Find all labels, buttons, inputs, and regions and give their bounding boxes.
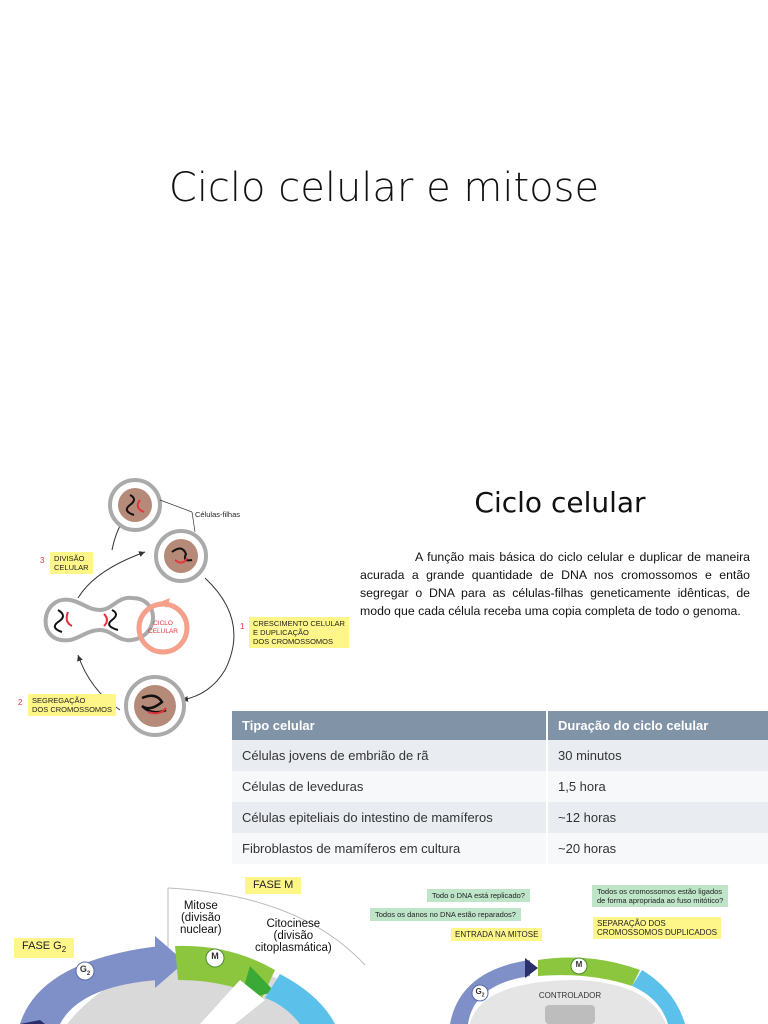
mitose-label <box>180 900 222 936</box>
cycle-description: A função mais básica do ciclo celular e duplicar de maneira acurada a grande quantidade de DNA nos cromossomos e então segregar o DNA para as células-filhas geneticamente idênticas, de modo que cada célula receba uma copia completa de todo o genoma. <box>360 550 750 618</box>
separation-label <box>593 917 721 939</box>
question-dna-damage: Todos os danos no DNA estão reparados? <box>370 908 521 921</box>
step2-label-line1: SEGREGAÇÃO <box>32 696 86 705</box>
citocinese-line3: citoplasmática) <box>255 942 332 954</box>
cell-duration: ~20 horas <box>547 833 768 864</box>
cell-cycle-duration-table <box>232 711 768 864</box>
cell-type: Células jovens de embrião de rã <box>232 740 547 771</box>
table-row <box>232 802 768 833</box>
fase-m-label: FASE M <box>245 877 301 894</box>
arrow-growth <box>182 578 234 700</box>
q3-line2: de forma apropriada ao fuso mitótico? <box>597 896 724 905</box>
mitose-line1: Mitose <box>183 900 218 912</box>
g2-badge <box>76 964 94 977</box>
step2-label <box>28 694 116 716</box>
cell-duration: ~12 horas <box>547 802 768 833</box>
step3-label <box>50 552 93 574</box>
daughter-cells-label: Células-filhas <box>195 510 241 519</box>
cycle-center-label-line1: CICLO <box>153 620 173 627</box>
cycle-center-label <box>140 620 186 636</box>
controller-block <box>545 1005 595 1024</box>
table-row <box>232 771 768 802</box>
mitose-line2: (divisão <box>180 912 221 924</box>
separation-line1: SEPARAÇÃO DOS <box>597 919 666 928</box>
step1-label-line2: E DUPLICAÇÃO <box>253 628 309 637</box>
m-badge: M <box>211 951 219 961</box>
fase-g2-label <box>14 938 74 958</box>
cell-type: Células epiteliais do intestino de mamíferos <box>232 802 547 833</box>
checkpoint-g2-sub: 2 <box>481 992 485 999</box>
citocinese-line2: (divisão <box>273 930 314 942</box>
controller-label: CONTROLADOR <box>538 991 602 1000</box>
separation-line2: CROMOSSOMOS DUPLICADOS <box>597 928 718 937</box>
mitose-line3: nuclear) <box>180 924 222 936</box>
cell-cycle-figure <box>0 470 350 750</box>
table-row <box>232 833 768 864</box>
g2-badge-sub: 2 <box>86 970 91 977</box>
question-dna-replicated: Todo o DNA está replicado? <box>427 889 530 902</box>
cell-duration: 1,5 hora <box>547 771 768 802</box>
citocinese-label <box>255 918 332 954</box>
fase-g2-prefix: FASE G <box>22 940 62 952</box>
cycle-center-label-line2: CELULAR <box>148 628 178 635</box>
cell-type: Fibroblastos de mamíferos em cultura <box>232 833 547 864</box>
slide-title: Ciclo celular e mitose <box>168 165 600 211</box>
step3-label-line2: CELULAR <box>54 563 89 572</box>
cell-type: Células de leveduras <box>232 771 547 802</box>
step1-label-line3: DOS CROMOSSOMOS <box>253 637 334 646</box>
nucleus-top <box>118 488 152 522</box>
entry-mitosis-label: ENTRADA NA MITOSE <box>451 928 542 941</box>
nucleus-right <box>164 539 198 573</box>
checkpoint-g2-badge <box>472 987 488 999</box>
step1-label <box>249 617 349 648</box>
header-cell-type: Tipo celular <box>232 711 547 740</box>
header-duration: Duração do ciclo celular <box>547 711 768 740</box>
q3-line1: Todos os cromossomos estão ligados <box>597 887 723 896</box>
question-chromosomes-attached <box>592 885 728 907</box>
checkpoint-g2-letter: G <box>475 987 482 996</box>
table-header-row <box>232 711 768 740</box>
phase-figure <box>0 870 370 1024</box>
step2-number: 2 <box>18 698 23 707</box>
checkpoint-figure <box>370 880 768 1024</box>
citocinese-line1: Citocinese <box>266 918 321 930</box>
table-row <box>232 740 768 771</box>
cell-duration: 30 minutos <box>547 740 768 771</box>
step3-number: 3 <box>40 556 45 565</box>
step3-label-line1: DIVISÃO <box>54 554 85 563</box>
cycle-heading: Ciclo celular <box>474 486 646 519</box>
checkpoint-m-badge: M <box>575 960 583 969</box>
fase-g2-sub: 2 <box>61 945 67 955</box>
g2-badge-letter: G <box>79 964 87 974</box>
step1-label-line1: CRESCIMENTO CELULAR <box>253 619 345 628</box>
step1-number: 1 <box>240 622 245 631</box>
step2-label-line2: DOS CROMOSSOMOS <box>32 705 113 714</box>
